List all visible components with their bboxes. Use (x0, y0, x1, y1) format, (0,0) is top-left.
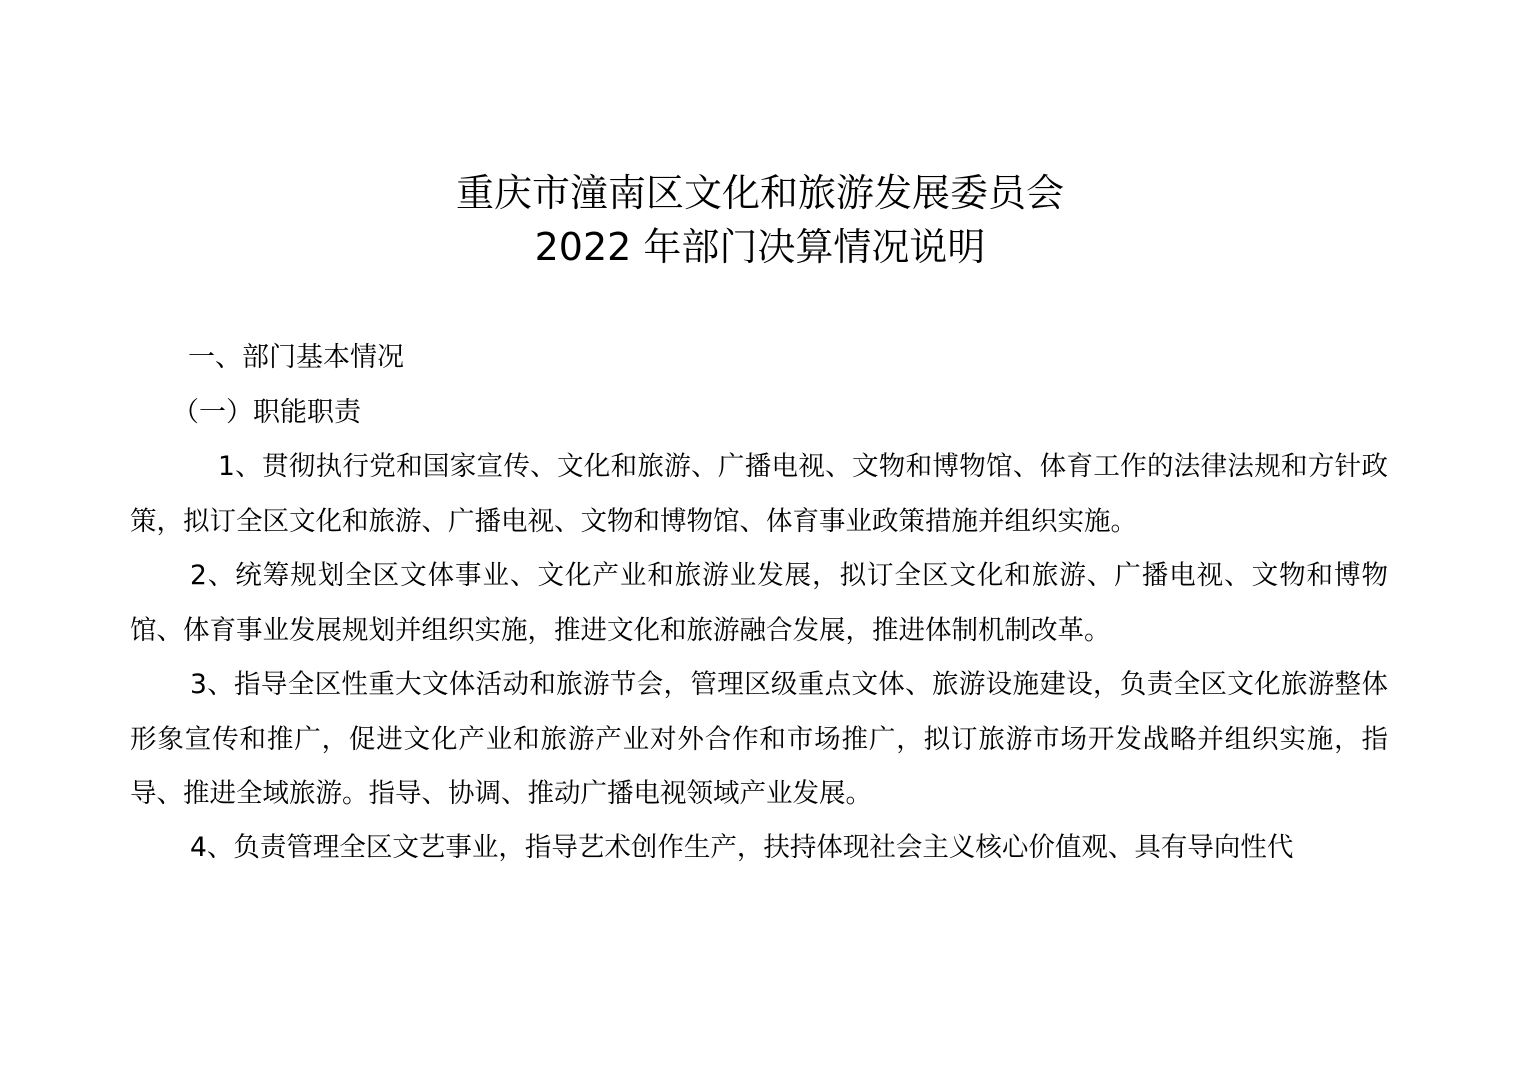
document-title-line-2: 2022 年部门决算情况说明 (534, 225, 986, 269)
subsection-heading: （一）职能职责 (172, 397, 361, 428)
paragraph-4: 4、负责管理全区文艺事业，指导艺术创作生产，扶持体现社会主义核心价值观、具有导向性代 (190, 832, 1294, 863)
section-heading: 一、部门基本情况 (188, 342, 404, 373)
paragraph-2: 2、统筹规划全区文体事业、文化产业和旅游业发展，拟订全区文化和旅游、广播电视、文物和博物馆、体育事业发展规划并组织实施，推进文化和旅游融合发展，推进体制机制改革。 (130, 560, 1388, 646)
paragraph-1: 1、贯彻执行党和国家宣传、文化和旅游、广播电视、文物和博物馆、体育工作的法律法规和方针政策，拟订全区文化和旅游、广播电视、文物和博物馆、体育事业政策措施并组织实施。 (130, 451, 1388, 537)
paragraph-3: 3、指导全区性重大文体活动和旅游节会，管理区级重点文体、旅游设施建设，负责全区文化旅游整体形象宣传和推广，促进文化产业和旅游产业对外合作和市场推广，拟订旅游市场开发战略并组织实施，指导、推进全域旅游。指导、协调、推动广播电视领域产业发展。 (130, 669, 1388, 809)
document-title-line-1: 重庆市潼南区文化和旅游发展委员会 (455, 171, 1064, 215)
